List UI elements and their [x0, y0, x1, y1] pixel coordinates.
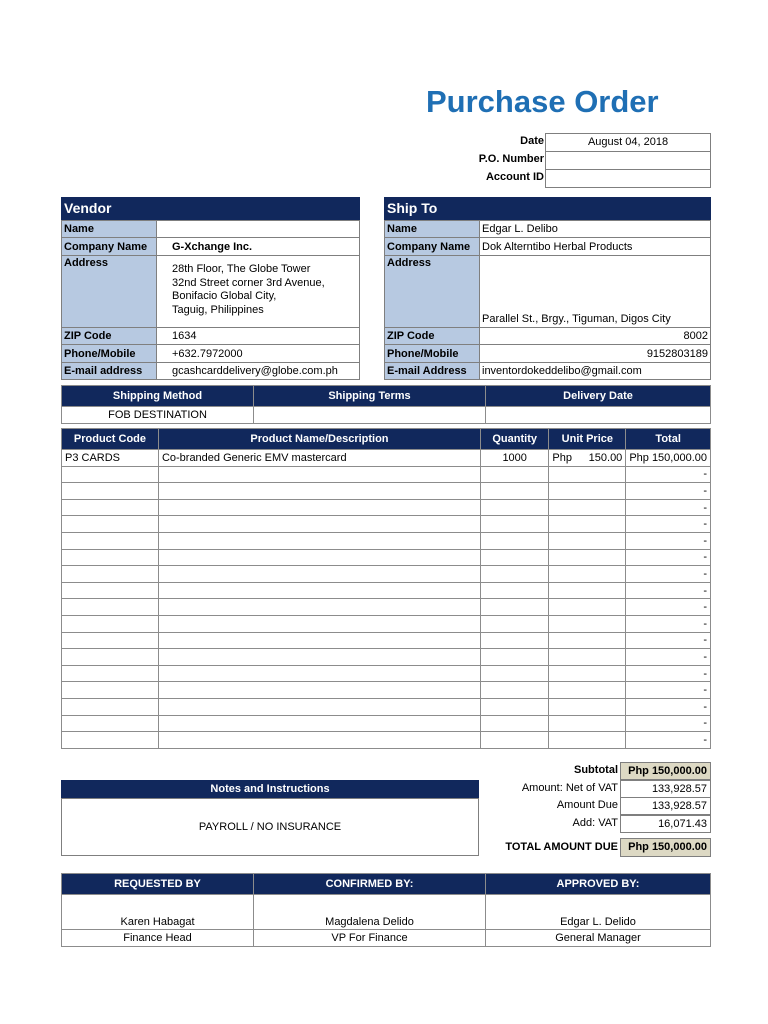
product-code-cell[interactable]: P3 CARDS: [62, 450, 159, 467]
ship-email-label: E-mail Address: [385, 363, 480, 380]
total-cell[interactable]: -: [626, 632, 711, 649]
quantity-cell[interactable]: [481, 682, 549, 699]
quantity-cell[interactable]: [481, 732, 549, 749]
ship-company-value[interactable]: Dok Alterntibo Herbal Products: [480, 238, 711, 256]
net-of-vat-value: 133,928.57: [620, 780, 711, 798]
unit-price-cell[interactable]: [549, 516, 626, 533]
quantity-cell[interactable]: [481, 599, 549, 616]
delivery-date-header: Delivery Date: [486, 386, 711, 407]
vat-label: Add: VAT: [572, 817, 618, 829]
quantity-cell[interactable]: [481, 715, 549, 732]
description-cell[interactable]: [158, 499, 480, 516]
product-code-cell[interactable]: [62, 715, 159, 732]
ship-to-header: Ship To: [384, 197, 711, 220]
total-cell[interactable]: -: [626, 499, 711, 516]
vendor-address-value[interactable]: [157, 256, 360, 328]
unit-price-cell[interactable]: [549, 532, 626, 549]
total-cell[interactable]: -: [626, 483, 711, 500]
product-code-cell[interactable]: [62, 732, 159, 749]
vendor-zip-label: ZIP Code: [62, 328, 157, 345]
vendor-email-value[interactable]: gcashcarddelivery@globe.com.ph: [157, 363, 360, 380]
ship-email-value[interactable]: inventordokeddelibo@gmail.com: [480, 363, 711, 380]
notes-header: Notes and Instructions: [61, 780, 479, 798]
date-label: Date: [520, 135, 544, 147]
table-row: [62, 732, 711, 749]
total-cell[interactable]: -: [626, 649, 711, 666]
vendor-phone-label: Phone/Mobile: [62, 345, 157, 363]
unit-price-cell[interactable]: [549, 599, 626, 616]
vendor-name-label: Name: [62, 221, 157, 238]
unit-price-cell[interactable]: [549, 466, 626, 483]
description-cell[interactable]: [158, 549, 480, 566]
product-code-cell[interactable]: [62, 516, 159, 533]
quantity-cell[interactable]: [481, 665, 549, 682]
table-row: [62, 682, 711, 699]
total-amount-due-label: TOTAL AMOUNT DUE: [505, 841, 618, 853]
shipping-method-header: Shipping Method: [62, 386, 254, 407]
shipping-table: [61, 385, 711, 424]
col-header-unit-price: Unit Price: [549, 429, 626, 450]
quantity-cell[interactable]: [481, 632, 549, 649]
approved-by-name[interactable]: Edgar L. Delido: [486, 895, 711, 930]
table-row: [62, 715, 711, 732]
description-cell[interactable]: [158, 665, 480, 682]
delivery-date-value[interactable]: [486, 407, 711, 424]
unit-price-cell[interactable]: [549, 715, 626, 732]
description-cell[interactable]: [158, 566, 480, 583]
description-cell[interactable]: [158, 682, 480, 699]
amount-due-value: 133,928.57: [620, 797, 711, 815]
description-cell[interactable]: [158, 715, 480, 732]
table-row: [62, 698, 711, 715]
items-body: [62, 450, 711, 749]
subtotal-label: Subtotal: [574, 764, 618, 776]
date-value[interactable]: August 04, 2018: [545, 133, 711, 152]
account-id-value[interactable]: [545, 169, 711, 188]
requested-by-header: REQUESTED BY: [62, 874, 254, 895]
items-table: [61, 428, 711, 749]
vendor-phone-value[interactable]: +632.7972000: [157, 345, 360, 363]
vendor-email-label: E-mail address: [62, 363, 157, 380]
subtotal-value: Php 150,000.00: [620, 762, 711, 780]
table-row: [62, 632, 711, 649]
vendor-address-label: Address: [62, 256, 157, 328]
notes-text[interactable]: PAYROLL / NO INSURANCE: [61, 798, 479, 856]
vendor-zip-value[interactable]: 1634: [157, 328, 360, 345]
vat-value: 16,071.43: [620, 815, 711, 833]
total-cell[interactable]: -: [626, 532, 711, 549]
product-code-cell[interactable]: [62, 615, 159, 632]
table-row: [62, 649, 711, 666]
unit-price-cell[interactable]: [549, 566, 626, 583]
requested-by-role: Finance Head: [62, 930, 254, 947]
quantity-cell[interactable]: [481, 649, 549, 666]
account-id-label: Account ID: [485, 171, 544, 183]
table-row: [62, 516, 711, 533]
unit-price-amount: 150.00: [588, 451, 623, 464]
unit-price-cell[interactable]: [549, 732, 626, 749]
quantity-cell[interactable]: [481, 516, 549, 533]
ship-company-label: Company Name: [385, 238, 480, 256]
quantity-cell[interactable]: [481, 615, 549, 632]
quantity-cell[interactable]: [481, 466, 549, 483]
product-code-cell[interactable]: [62, 632, 159, 649]
product-code-cell[interactable]: [62, 532, 159, 549]
total-cell[interactable]: -: [626, 566, 711, 583]
product-code-cell[interactable]: [62, 499, 159, 516]
vendor-address-line: Taguig, Philippines: [172, 303, 264, 316]
unit-price-cell[interactable]: [549, 649, 626, 666]
total-cell[interactable]: -: [626, 698, 711, 715]
product-code-cell[interactable]: [62, 698, 159, 715]
table-row: [62, 665, 711, 682]
description-cell[interactable]: [158, 516, 480, 533]
quantity-cell[interactable]: [481, 532, 549, 549]
table-row: [62, 532, 711, 549]
col-header-quantity: Quantity: [481, 429, 549, 450]
table-row: [62, 582, 711, 599]
total-amount-due-value: Php 150,000.00: [620, 838, 711, 857]
table-row: [62, 499, 711, 516]
description-cell[interactable]: [158, 649, 480, 666]
total-cell[interactable]: -: [626, 599, 711, 616]
total-cell[interactable]: -: [626, 665, 711, 682]
unit-price-cell[interactable]: [549, 698, 626, 715]
total-cell[interactable]: -: [626, 582, 711, 599]
unit-price-cell[interactable]: [549, 549, 626, 566]
vendor-company-value[interactable]: G-Xchange Inc.: [157, 238, 360, 256]
shipping-terms-header: Shipping Terms: [254, 386, 486, 407]
table-row: [62, 599, 711, 616]
description-cell[interactable]: [158, 483, 480, 500]
table-row: [62, 549, 711, 566]
vendor-name-value[interactable]: [157, 221, 360, 238]
unit-price-cell[interactable]: [549, 615, 626, 632]
product-code-cell[interactable]: [62, 649, 159, 666]
description-cell[interactable]: [158, 582, 480, 599]
product-code-cell[interactable]: [62, 599, 159, 616]
product-code-cell[interactable]: [62, 483, 159, 500]
signature-table: [61, 873, 711, 947]
quantity-cell[interactable]: 1000: [481, 450, 549, 467]
product-code-cell[interactable]: [62, 665, 159, 682]
description-cell[interactable]: [158, 632, 480, 649]
description-cell[interactable]: [158, 599, 480, 616]
total-cell[interactable]: -: [626, 516, 711, 533]
description-cell[interactable]: Co-branded Generic EMV mastercard: [158, 450, 480, 467]
product-code-cell[interactable]: [62, 682, 159, 699]
approved-by-role: General Manager: [486, 930, 711, 947]
ship-name-value[interactable]: Edgar L. Delibo: [480, 221, 711, 238]
ship-name-label: Name: [385, 221, 480, 238]
quantity-cell[interactable]: [481, 499, 549, 516]
total-cell[interactable]: -: [626, 682, 711, 699]
table-row: [62, 450, 711, 467]
description-cell[interactable]: [158, 532, 480, 549]
currency-label: Php: [552, 451, 572, 464]
confirmed-by-role: VP For Finance: [254, 930, 486, 947]
requested-by-name[interactable]: Karen Habagat: [62, 895, 254, 930]
total-cell[interactable]: Php 150,000.00: [626, 450, 711, 467]
col-header-description: Product Name/Description: [158, 429, 480, 450]
amount-due-label: Amount Due: [556, 799, 618, 811]
confirmed-by-name[interactable]: Magdalena Delido: [254, 895, 486, 930]
page-title: Purchase Order: [426, 84, 659, 119]
product-code-cell[interactable]: [62, 549, 159, 566]
unit-price-cell[interactable]: [549, 632, 626, 649]
confirmed-by-header: CONFIRMED BY:: [254, 874, 486, 895]
vendor-table: [61, 220, 360, 380]
product-code-cell[interactable]: [62, 466, 159, 483]
ship-phone-value[interactable]: 9152803189: [480, 345, 711, 363]
total-cell[interactable]: -: [626, 732, 711, 749]
total-cell[interactable]: -: [626, 466, 711, 483]
description-cell[interactable]: [158, 732, 480, 749]
table-row: [62, 615, 711, 632]
net-of-vat-label: Amount: Net of VAT: [521, 782, 618, 794]
ship-zip-label: ZIP Code: [385, 328, 480, 345]
table-row: [62, 566, 711, 583]
ship-phone-label: Phone/Mobile: [385, 345, 480, 363]
po-number-value[interactable]: [545, 151, 711, 170]
product-code-cell[interactable]: [62, 566, 159, 583]
vendor-header: Vendor: [61, 197, 360, 220]
vendor-address-line: 28th Floor, The Globe Tower: [172, 263, 311, 275]
total-cell[interactable]: -: [626, 615, 711, 632]
description-cell[interactable]: [158, 466, 480, 483]
col-header-total: Total: [626, 429, 711, 450]
vendor-address-line: 32nd Street corner 3rd Avenue,: [172, 276, 325, 289]
ship-to-table: [384, 220, 711, 380]
table-row: [62, 466, 711, 483]
quantity-cell[interactable]: [481, 582, 549, 599]
product-code-cell[interactable]: [62, 582, 159, 599]
description-cell[interactable]: [158, 615, 480, 632]
approved-by-header: APPROVED BY:: [486, 874, 711, 895]
unit-price-cell[interactable]: [549, 450, 626, 467]
unit-price-cell[interactable]: [549, 483, 626, 500]
po-number-label: P.O. Number: [478, 153, 544, 165]
unit-price-cell[interactable]: [549, 499, 626, 516]
ship-zip-value[interactable]: 8002: [480, 328, 711, 345]
shipping-terms-value[interactable]: [254, 407, 486, 424]
unit-price-cell[interactable]: [549, 665, 626, 682]
quantity-cell[interactable]: [481, 549, 549, 566]
unit-price-cell[interactable]: [549, 682, 626, 699]
total-cell[interactable]: -: [626, 549, 711, 566]
description-cell[interactable]: [158, 698, 480, 715]
table-row: [62, 483, 711, 500]
quantity-cell[interactable]: [481, 698, 549, 715]
ship-address-label: Address: [385, 256, 480, 328]
unit-price-cell[interactable]: [549, 582, 626, 599]
quantity-cell[interactable]: [481, 566, 549, 583]
col-header-product-code: Product Code: [62, 429, 159, 450]
shipping-method-value[interactable]: FOB DESTINATION: [62, 407, 254, 424]
total-cell[interactable]: -: [626, 715, 711, 732]
quantity-cell[interactable]: [481, 483, 549, 500]
vendor-address-line: Bonifacio Global City,: [172, 290, 277, 302]
ship-address-value[interactable]: Parallel St., Brgy., Tiguman, Digos City: [480, 256, 711, 328]
vendor-company-label: Company Name: [62, 238, 157, 256]
